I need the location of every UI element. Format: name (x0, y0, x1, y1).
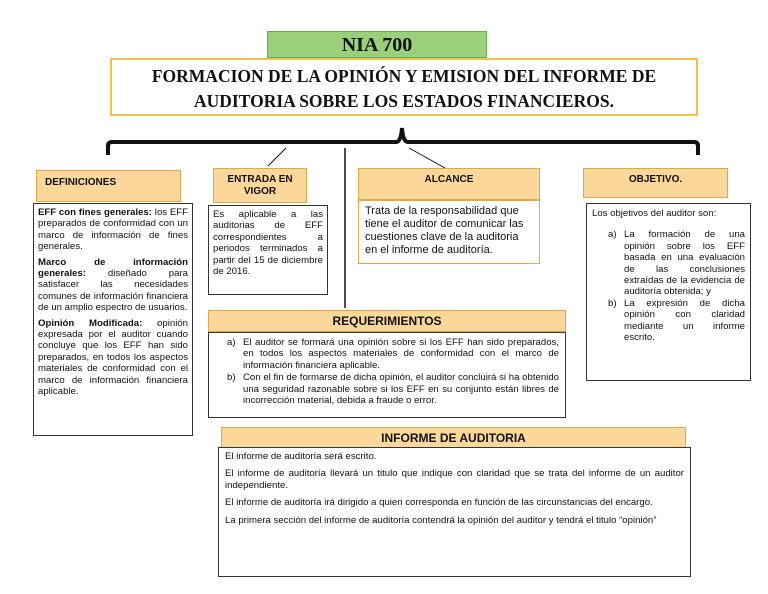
alcance-box (358, 200, 540, 264)
definicion-text: opinión expresada por el auditor cuando concluye que los EFF han sido preparados, en todos los aspectos materiales de conformidad con el marco de información financiera aplicable. (38, 317, 188, 398)
requerimientos-list (223, 337, 559, 406)
objetivo-marker: b) (608, 297, 617, 309)
definicion-term: EFF con fines generales: (38, 207, 152, 218)
requerimientos-box (208, 332, 566, 418)
entrada-header: ENTRADA EN VIGOR (213, 168, 307, 203)
informe-paragraph: El informe de auditoría será escrito. (225, 451, 377, 462)
informe-paragraph: La primera sección del informe de auditoría contendrá la opinión del auditor y tendrá el titulo “opinión” (225, 514, 657, 526)
informe-paragraph: El informe de auditoría irá dirigido a quien corresponda en función de las circunstancias del encargo. (225, 497, 653, 509)
definicion-text: diseñado para satisfacer las necesidades comunes de información financiera de un amplio espectro de usuarios. (38, 268, 188, 314)
requerimiento-text: Con el fin de formarse de dicha opinión, el auditor concluirá si ha obtenido una seguridad razonable sobre si los EFF en su conjunto están libres de incorrección material, debida a fraude o error. (243, 372, 559, 407)
definicion-item (38, 318, 188, 398)
objetivo-item (604, 298, 745, 344)
objetivo-text: La expresión de dicha opinión con claridad mediante un informe escrito. (624, 297, 745, 344)
requerimientos-header: REQUERIMIENTOS (208, 310, 566, 332)
informe-header: INFORME DE AUDITORIA (221, 427, 686, 448)
definicion-item (38, 207, 188, 253)
objetivo-list (592, 229, 745, 343)
objetivo-item (604, 229, 745, 297)
requerimiento-marker: b) (227, 372, 236, 384)
requerimiento-item (223, 337, 559, 371)
requerimiento-marker: a) (227, 337, 236, 348)
objetivo-box (586, 203, 751, 381)
informe-paragraph: El informe de auditoría llevará un titulo que indique con claridad que se trata del informe de un auditor independiente. (225, 468, 684, 491)
definiciones-box (33, 203, 193, 436)
objetivo-intro: Los objetivos del auditor son: (592, 208, 717, 219)
entrada-text: Es aplicable a las auditorias de EFF correspondientes a periodos terminados a partir del 15 de diciembre de 2016. (213, 209, 323, 278)
objetivo-marker: a) (608, 229, 617, 241)
informe-box (218, 447, 691, 577)
entrada-box (208, 205, 328, 295)
definicion-item (38, 257, 188, 314)
alcance-header: ALCANCE (358, 168, 540, 200)
definicion-term: Opinión Modificada: (38, 317, 143, 329)
alcance-text: Trata de la responsabilidad que tiene el auditor de comunicar las cuestiones clave de la auditoria en el informe de auditoría. (365, 205, 524, 256)
definicion-text: los EFF preparados de conformidad con un marco de información de fines generales. (38, 207, 189, 253)
definiciones-header: DEFINICIONES (36, 170, 181, 202)
objetivo-header: OBJETIVO. (583, 168, 728, 198)
objetivo-text: La formación de una opinión sobre los EFF basada en una evaluación de las conclusiones extraídas de la evidencia de auditoría obtenida; y (624, 229, 745, 298)
nia-title: NIA 700 (267, 31, 487, 58)
definicion-term: Marco de información generales: (38, 256, 188, 280)
requerimiento-item (223, 372, 559, 406)
main-title: FORMACION DE LA OPINIÓN Y EMISION DEL INFORME DE AUDITORIA SOBRE LOS ESTADOS FINANCIEROS. (110, 58, 698, 116)
requerimiento-text: El auditor se formará una opinión sobre si los EFF han sido preparados, en todos los aspectos materiales de conformidad con el marco de información financiera aplicable. (243, 337, 559, 371)
